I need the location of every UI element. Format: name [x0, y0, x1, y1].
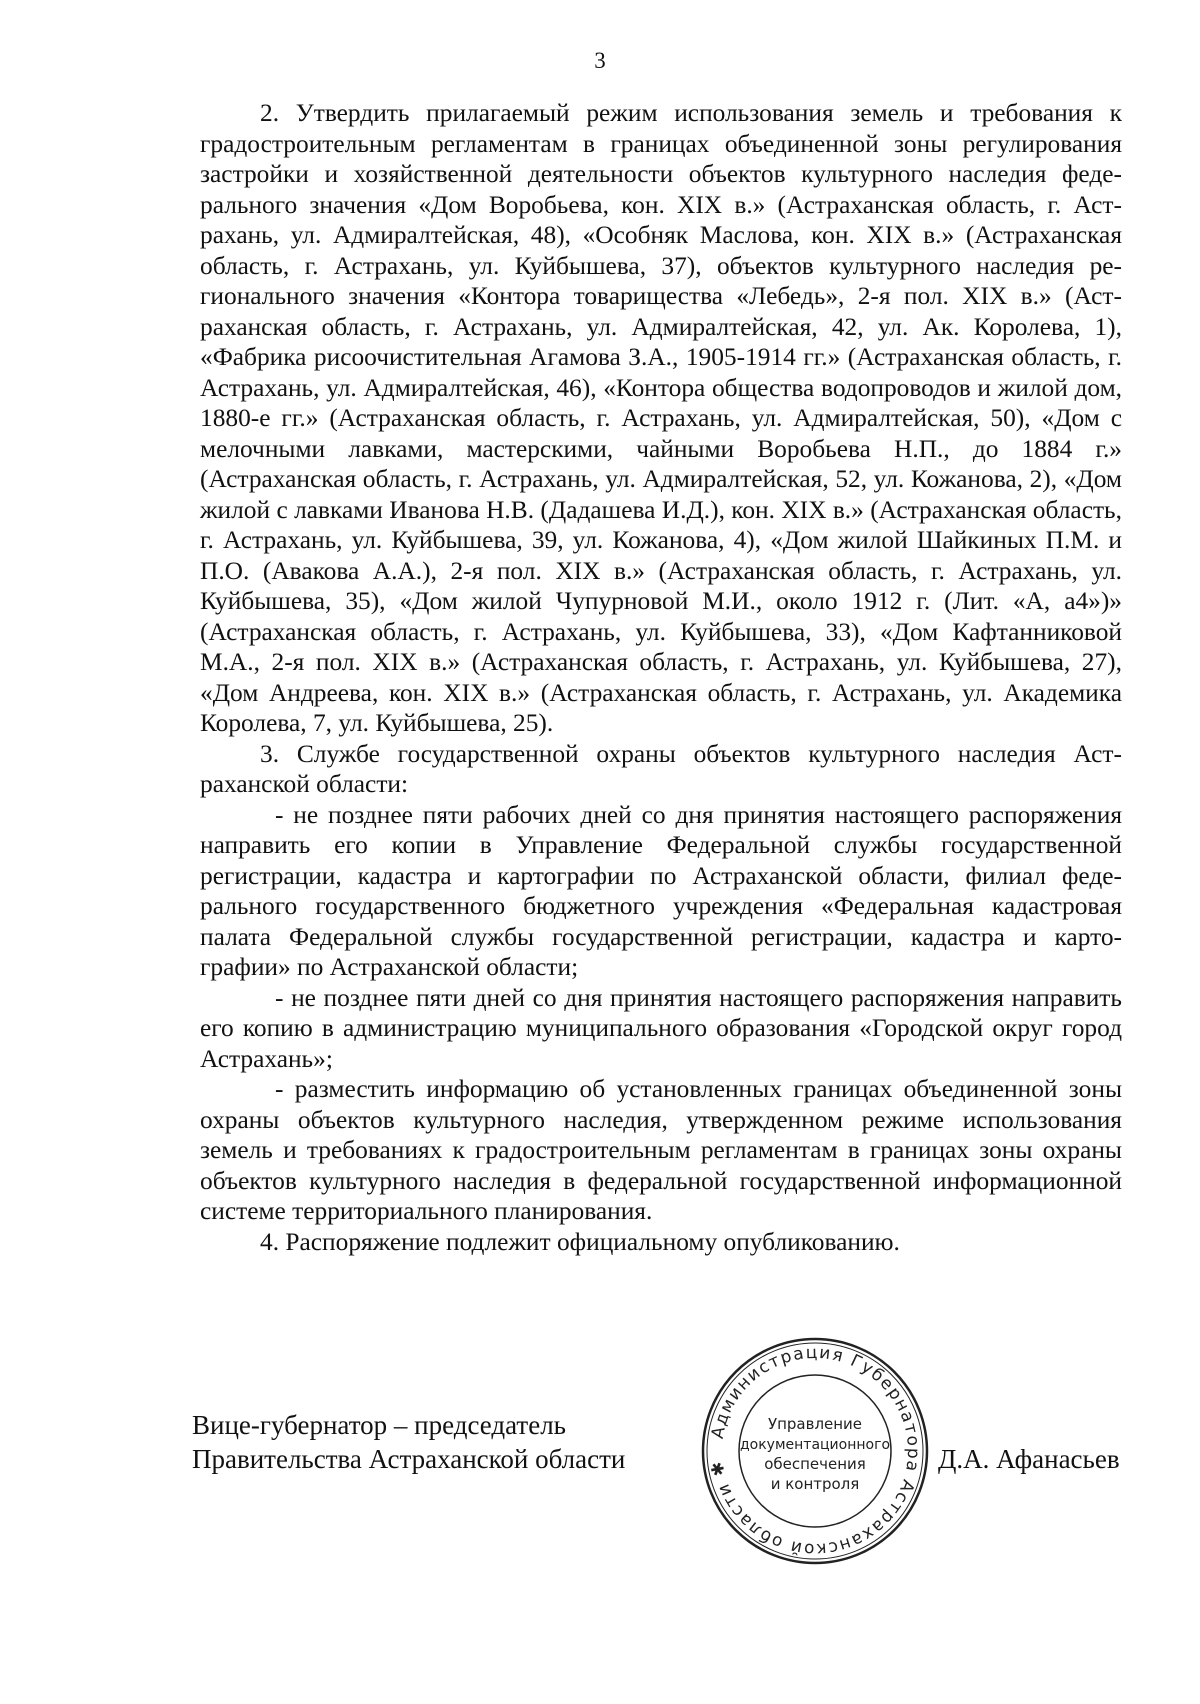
official-stamp [700, 1336, 930, 1566]
stamp-ring-text: Администрация Губернатора Астраханской области ✱ [707, 1342, 924, 1560]
list-item-dash: - разместить информацию об установленных границах объединенной зоны охраны объектов культурного наследия, утвержденном режиме использования земель и требованиях к градостроительным регламентам в границах зоны охраны объектов культурного наследия в федеральной государственной информационной системе территориального планирования. [200, 1075, 1122, 1225]
stamp-center-line-3: обеспечения [764, 1455, 866, 1473]
signature-position-line-2: Правительства Астраханской области [192, 1444, 626, 1474]
signature-position [192, 1408, 625, 1476]
signer-name: Д.А. Афанасьев [938, 1444, 1120, 1474]
stamp-center-line-2: документационного [739, 1437, 891, 1453]
paragraph-2: 2. Утвердить прилагаемый режим использования земель и требования к градостроительным регламентам в границах объединенной зоны регулирования застройки и хозяйственной деятельности объектов культурного наследия федерального значения «Дом Воробьева, кон. XIX в.» (Астраханская область, г. Астрахань, ул. Адмиралтейская, 48), «Особняк Маслова, кон. XIX в.» (Астраханская область, г. Астрахань, ул. Куйбышева, 37), объектов культурного наследия регионального значения «Контора товарищества «Лебедь», 2-я пол. XIX в.» (Астраханская область, г. Астрахань, ул. Адмиралтейская, 42, ул. Ак. Королева, 1), «Фабрика рисоочистительная Агамова З.А., 1905-1914 гг.» (Астраханская область, г. Астрахань, ул. Адмиралтейская, 46), «Контора общества водопроводов и жилой дом, 1880-е гг.» (Астраханская область, г. Астрахань, ул. Адмиралтейская, 50), «Дом с мелочными лавками, мастерскими, чайными Воробьева Н.П., до 1884 г.» (Астраханская область, г. Астрахань, ул. Адмиралтейская, 52, ул. Кожанова, 2), «Дом жилой с лавками Иванова Н.В. (Дадашева И.Д.), кон. XIX в.» (Астраханская область, г. Астрахань, ул. Куйбышева, 39, ул. Кожанова, 4), «Дом жилой Шайкиных П.М. и П.О. (Авакова А.А.), 2-я пол. XIX в.» (Астраханская область, г. Астрахань, ул. Куйбышева, 35), «Дом жилой Чупурновой М.И., около 1912 г. (Лит. «А, а4»)» (Астраханская область, г. Астрахань, ул. Куйбышева, 33), «Дом Кафтанниковой М.А., 2-я пол. XIX в.» (Астраханская область, г. Астрахань, ул. Куйбышева, 27), «Дом Андреева, кон. XIX в.» (Астраханская область, г. Астрахань, ул. Академика Королева, 7, ул. Куйбышева, 25). [200, 99, 1122, 737]
page-number: 3 [594, 48, 606, 73]
paragraph-3: 3. Службе государственной охраны объектов культурного наследия Астраханской области: [200, 739, 1122, 798]
list-item-dash: - не позднее пяти рабочих дней со дня принятия настоящего распоряжения направить его копии в Управление Федеральной службы государственной регистрации, кадастра и картографии по Астраханской области, филиал федерального государственного бюджетного учреждения «Федеральная кадастровая палата Федеральной службы государственной регистрации, кадастра и картографии» по Астраханской области; [200, 800, 1122, 981]
list-item-dash: - не позднее пяти дней со дня принятия настоящего распоряжения направить его копию в администрацию муниципального образования «Городской округ город Астрахань»; [200, 983, 1122, 1073]
stamp-center-line-4: и контроля [770, 1475, 860, 1493]
document-body [200, 98, 1122, 1257]
stamp-center-line-1: Управление [767, 1415, 863, 1433]
paragraph-4: 4. Распоряжение подлежит официальному опубликованию. [260, 1227, 900, 1256]
stamp-seal-icon [700, 1336, 930, 1566]
signature-position-line-1: Вице-губернатор – председатель [192, 1410, 566, 1440]
